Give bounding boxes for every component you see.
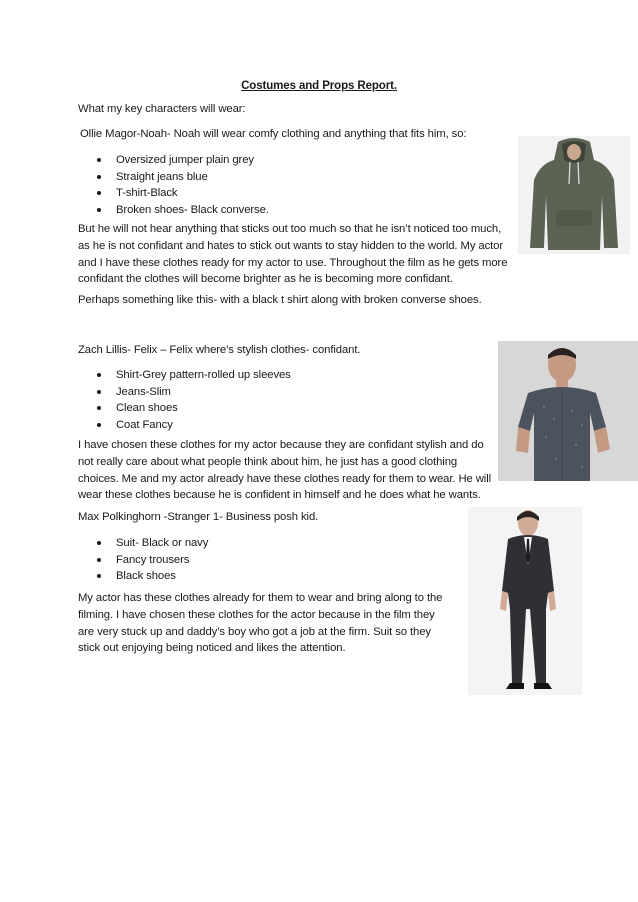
paragraph-line: stick out enjoying being noticed and likes the attention. <box>78 642 346 655</box>
section-2-paragraph <box>78 437 491 504</box>
list-item: Suit- Black or navy <box>97 535 208 552</box>
paragraph-line: choices. Me and my actor already have these clothes ready for them to wear. He will <box>78 472 492 485</box>
paragraph-line: But he will not hear anything that sticks out too much so that he isn’t noticed too much, <box>78 223 502 235</box>
list-item: T-shirt-Black <box>97 185 269 202</box>
section-3-list <box>97 535 208 585</box>
list-item: Broken shoes- Black converse. <box>97 202 269 219</box>
hoodie-illustration <box>518 136 630 254</box>
paragraph-line: confidant the clothes will become brighter as he is becoming more confidant. <box>78 273 453 286</box>
suit-photo <box>468 507 582 695</box>
shirt-illustration <box>498 341 638 481</box>
section-3-heading: Max Polkinghorn -Stranger 1- Business posh kid. <box>78 511 319 523</box>
hoodie-photo <box>518 136 630 254</box>
paragraph-line: are very stuck up and daddy’s boy who got a job at the firm. Suit so they <box>78 625 431 638</box>
section-1-list <box>97 152 269 218</box>
list-item: Straight jeans blue <box>97 169 269 186</box>
section-2-list <box>97 367 291 433</box>
suit-illustration <box>468 507 582 695</box>
list-item: Shirt-Grey pattern-rolled up sleeves <box>97 367 291 384</box>
section-1-extra: Perhaps something like this- with a black t shirt along with broken converse shoes. <box>78 294 482 306</box>
paragraph-line: and I have these clothes ready for my actor to use. Throughout the film as he gets more <box>78 256 508 269</box>
shirt-photo <box>498 341 638 481</box>
list-item: Oversized jumper plain grey <box>97 152 269 169</box>
report-title: Costumes and Props Report. <box>241 80 397 92</box>
list-item: Clean shoes <box>97 400 291 417</box>
intro-text: What my key characters will wear: <box>78 103 246 115</box>
list-item: Jeans-Slim <box>97 384 291 401</box>
section-2-heading: Zach Lillis- Felix – Felix where’s stylish clothes- confidant. <box>78 344 361 356</box>
paragraph-line: filming. I have chosen these clothes for the actor because in the film they <box>78 608 435 621</box>
paragraph-line: not really care about what people think about him, he just has a good clothing <box>78 455 458 468</box>
list-item: Fancy trousers <box>97 552 208 569</box>
paragraph-line: I have chosen these clothes for my actor because they are confidant stylish and do <box>78 439 484 451</box>
section-3-paragraph <box>78 590 442 657</box>
section-1-heading: Ollie Magor-Noah- Noah will wear comfy clothing and anything that fits him, so: <box>80 128 467 140</box>
paragraph-line: as he is not confidant and hates to stick out wants to stay hidden to the world. My actor <box>78 239 504 252</box>
section-1-paragraph <box>78 221 507 288</box>
paragraph-line: My actor has these clothes already for them to wear and bring along to the <box>78 592 443 604</box>
list-item: Black shoes <box>97 568 208 585</box>
list-item: Coat Fancy <box>97 417 291 434</box>
paragraph-line: wear these clothes because he is confident in himself and he does what he wants. <box>78 489 481 502</box>
